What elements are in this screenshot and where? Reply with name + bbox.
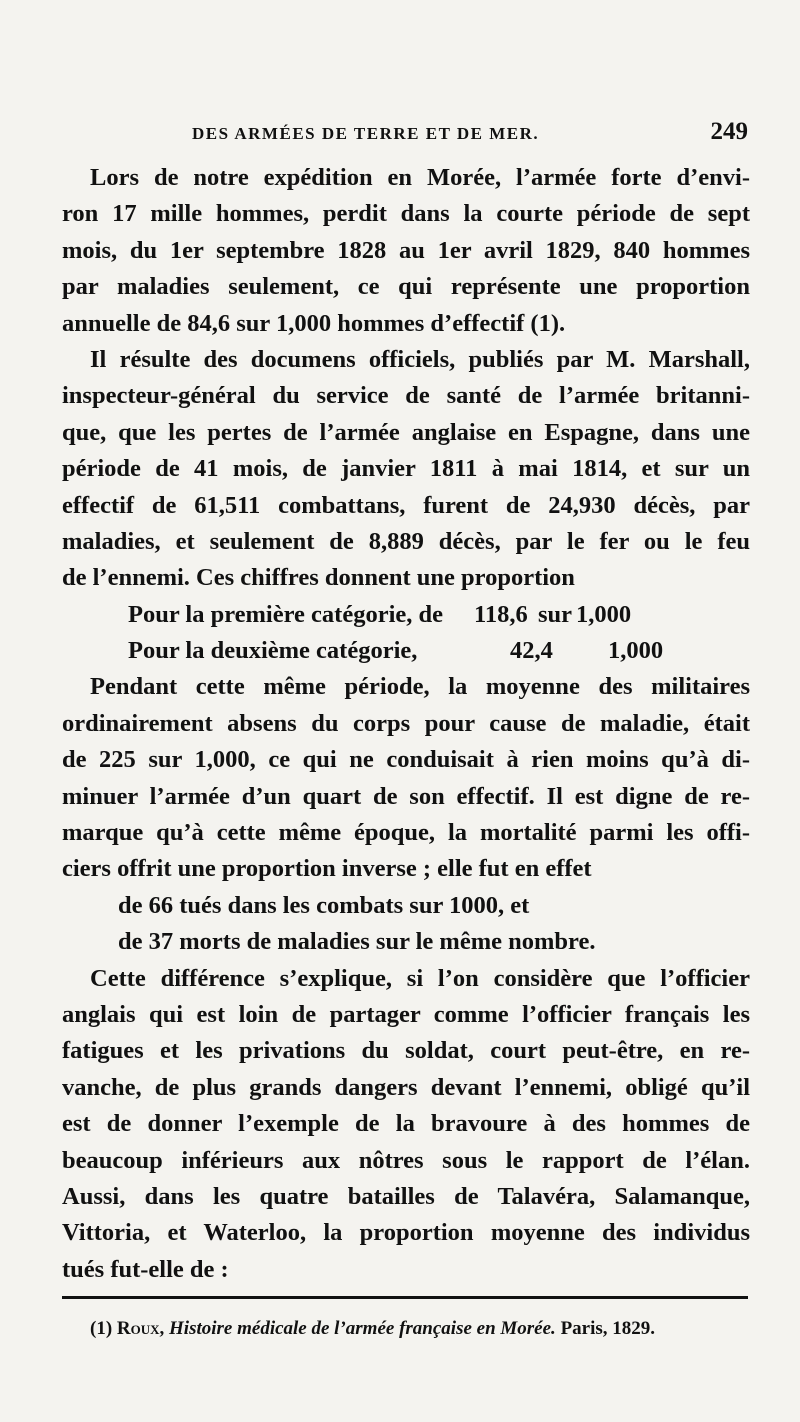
paragraph-1-line-1: Lors de notre expédition en Morée, l’armée forte d’envi- (90, 164, 750, 191)
paragraph-1-line-3: mois, du 1er septembre 1828 au 1er avril 1829, 840 hommes (62, 236, 750, 264)
category-label: Pour la première catégorie, de (128, 600, 443, 628)
page-number: 249 (710, 118, 748, 145)
paragraph-3-line-3: de 225 sur 1,000, ce qui ne conduisait à rien moins qu’à di- (62, 746, 750, 774)
paragraph-1-line-2: ron 17 mille hommes, perdit dans la courte période de sept (62, 200, 750, 228)
running-head: DES ARMÉES DE TERRE ET DE MER. (192, 124, 540, 143)
paragraph-2-line-5: effectif de 61,511 combattans, furent de 24,930 décès, par (62, 491, 750, 519)
category-sur: sur (538, 600, 573, 628)
footnote-place-year: Paris, 1829. (560, 1318, 656, 1339)
paragraph-1-line-4: par maladies seulement, ce qui représente une proportion (62, 273, 750, 301)
paragraph-2-line-6: maladies, et seulement de 8,889 décès, par le fer ou le feu (62, 527, 750, 555)
footnote-title: Histoire médicale de l’armée française en Morée. (169, 1318, 556, 1339)
paragraph-4-line-5: est de donner l’exemple de la bravoure à des hommes de (62, 1110, 750, 1138)
paragraph-4-line-2: anglais qui est loin de partager comme l’officier français les (62, 1000, 750, 1028)
paragraph-4-line-4: vanche, de plus grands dangers devant l’ennemi, obligé qu’il (62, 1073, 750, 1101)
paragraph-2-line-7: de l’ennemi. Ces chiffres donnent une proportion (62, 564, 575, 592)
paragraph-3-line-5: marque qu’à cette même époque, la mortalité parmi les offi- (62, 819, 750, 847)
footnote-marker: (1) (90, 1318, 113, 1339)
paragraph-2-line-2: inspecteur-général du service de santé de l’armée britanni- (62, 382, 750, 410)
page-header (62, 118, 748, 158)
footnote-author: Roux, (116, 1318, 165, 1339)
paragraph-2-line-1: Il résulte des documens officiels, publiés par M. Marshall, (90, 345, 750, 373)
category-row-2 (62, 633, 750, 669)
paragraph-4-line-3: fatigues et les privations du soldat, court peut-être, en re- (62, 1037, 750, 1065)
paragraph-2-line-4: période de 41 mois, de janvier 1811 à mai 1814, et sur un (62, 455, 750, 483)
paragraph-3-line-6: ciers offrit une proportion inverse ; elle fut en effet (62, 855, 592, 883)
paragraph-3-line-4: minuer l’armée d’un quart de son effectif. Il est digne de re- (62, 782, 750, 810)
officer-stat-disease: de 37 morts de maladies sur le même nombre. (118, 928, 596, 956)
officer-stat-killed: de 66 tués dans les combats sur 1000, et (118, 891, 530, 919)
body-text (62, 160, 750, 1288)
category-value: 118,6 (474, 600, 528, 628)
category-label: Pour la deuxième catégorie, (128, 637, 418, 665)
footnote (90, 1318, 655, 1340)
category-value: 42,4 (510, 637, 553, 665)
paragraph-4-line-6: beaucoup inférieurs aux nôtres sous le rapport de l’élan. (62, 1146, 750, 1174)
paragraph-4-line-1: Cette différence s’explique, si l’on considère que l’officier (90, 964, 750, 992)
paragraph-4-line-7: Aussi, dans les quatre batailles de Talavéra, Salamanque, (62, 1182, 750, 1210)
category-total: 1,000 (608, 637, 664, 665)
paragraph-4-line-9: tués fut-elle de : (62, 1255, 229, 1283)
paragraph-3-line-1: Pendant cette même période, la moyenne des militaires (90, 673, 750, 701)
footnote-rule (62, 1296, 748, 1299)
paragraph-3-line-2: ordinairement absens du corps pour cause de maladie, était (62, 709, 750, 737)
paragraph-2-line-3: que, que les pertes de l’armée anglaise en Espagne, dans une (62, 418, 750, 446)
category-total: 1,000 (576, 600, 632, 628)
paragraph-4-line-8: Vittoria, et Waterloo, la proportion moyenne des individus (62, 1219, 750, 1247)
category-row-1 (62, 597, 750, 633)
paragraph-1-line-5: annuelle de 84,6 sur 1,000 hommes d’effectif (1). (62, 309, 566, 337)
